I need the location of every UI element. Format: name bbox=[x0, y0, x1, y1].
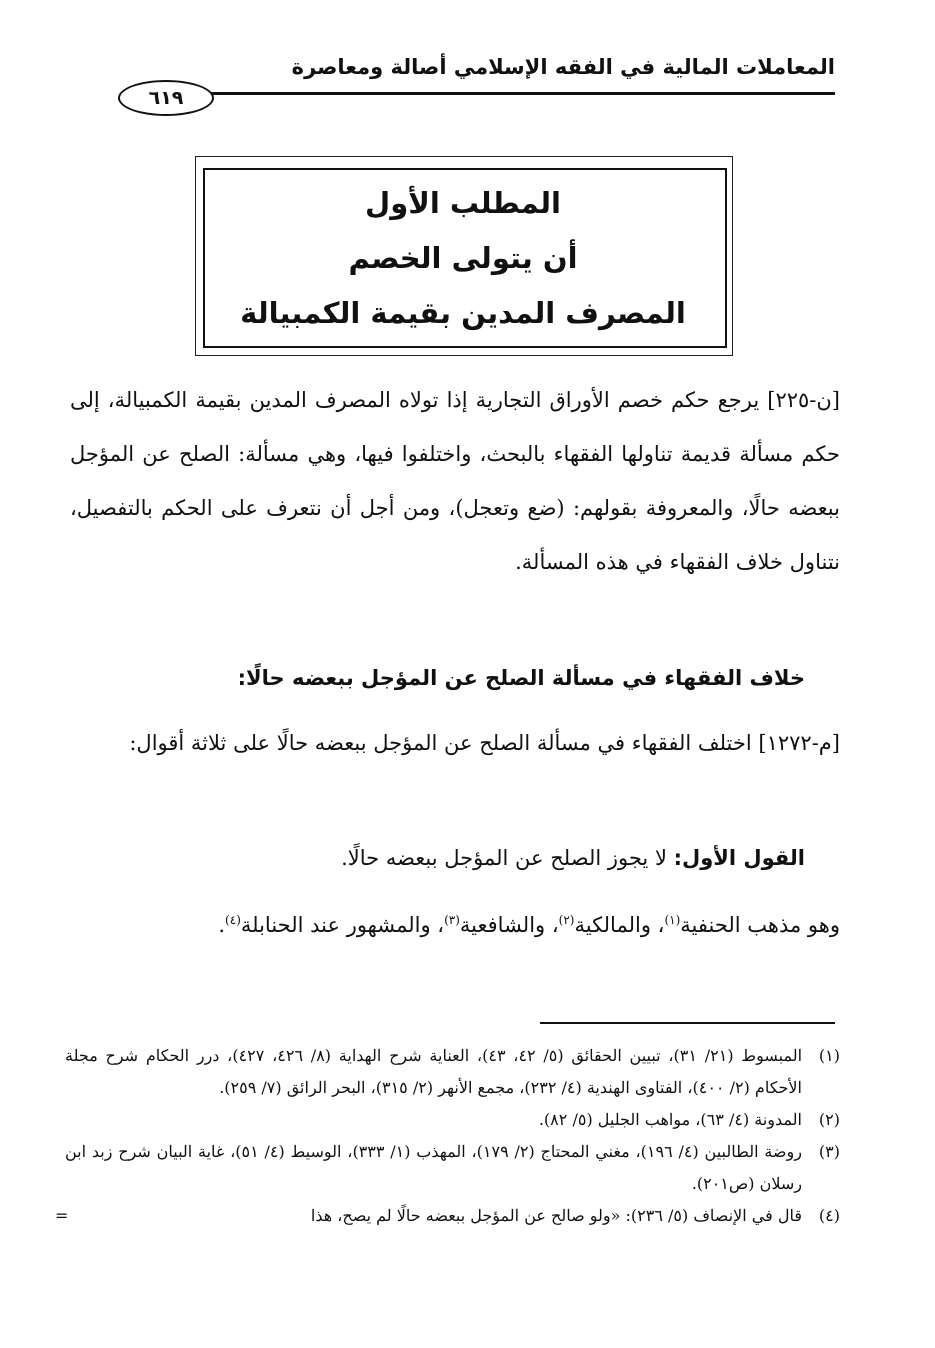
schools-text-1: وهو مذهب الحنفية bbox=[680, 913, 840, 937]
schools-text-3: ، والشافعية bbox=[459, 913, 559, 937]
footnote-2 bbox=[65, 1104, 840, 1136]
footnote-text: روضة الطالبين (٤/ ١٩٦)، مغني المحتاج (٢/ ١٧٩)، المهذب (١/ ٣٣٣)، الوسيط (٤/ ٥١)، غاية البيان شرح زبد ابن رسلان (ص٢٠١). bbox=[65, 1142, 802, 1193]
heading-line-1: المطلب الأول bbox=[365, 186, 561, 220]
footnote-number: (٢) bbox=[818, 1110, 840, 1129]
page-number: ٦١٩ bbox=[118, 80, 214, 116]
heading-line-2: أن يتولى الخصم bbox=[348, 241, 578, 275]
first-saying bbox=[105, 838, 805, 878]
footnote-ref-4[interactable]: (٤) bbox=[225, 913, 241, 927]
paragraph-intro: [ن-٢٢٥] يرجع حكم خصم الأوراق التجارية إذا تولاه المصرف المدين بقيمة الكمبيالة، إلى حكم مسألة قديمة تناولها الفقهاء بالبحث، واختلفوا فيها، وهي مسألة: الصلح عن المؤجل ببعضه حالًا، والمعروفة بقولهم: (ضع وتعجل)، ومن أجل أن نتعرف على الحكم بالتفصيل، نتناول خلاف الفقهاء في هذه المسألة. bbox=[70, 388, 840, 574]
schools-text-5: . bbox=[218, 913, 226, 937]
footnote-text: قال في الإنصاف (٥/ ٢٣٦): «ولو صالح عن المؤجل ببعضه حالًا لم يصح، هذا bbox=[310, 1206, 802, 1225]
continuation-mark: = bbox=[55, 1206, 69, 1225]
paragraph-opinions: [م-١٢٧٢] اختلف الفقهاء في مسألة الصلح عن المؤجل ببعضه حالًا على ثلاثة أقوال: bbox=[129, 731, 840, 755]
schools-text-2: ، والمالكية bbox=[574, 913, 665, 937]
footnote-number: (٤) bbox=[818, 1206, 840, 1225]
footnote-text: المبسوط (٢١/ ٣١)، تبيين الحقائق (٥/ ٤٢، ٤٣)، العناية شرح الهداية (٨/ ٤٢٦، ٤٢٧)، درر الحكام شرح مجلة الأحكام (٢/ ٤٠٠)، الفتاوى الهندية (٤/ ٢٣٢)، مجمع الأنهر (٢/ ٣١٥)، البحر الرائق (٧/ ٢٥٩). bbox=[65, 1046, 803, 1097]
footnote-1 bbox=[65, 1040, 840, 1104]
footnote-ref-3[interactable]: (٣) bbox=[444, 913, 460, 927]
running-title: المعاملات المالية في الفقه الإسلامي أصالة ومعاصرة bbox=[291, 55, 835, 79]
footnotes bbox=[55, 1040, 840, 1232]
section-heading bbox=[203, 176, 723, 341]
schools-text-4: ، والمشهور عند الحنابلة bbox=[240, 913, 445, 937]
first-saying-text: لا يجوز الصلح عن المؤجل ببعضه حالًا. bbox=[341, 846, 674, 870]
heading-line-3: المصرف المدين بقيمة الكمبيالة bbox=[240, 296, 686, 330]
subheading: خلاف الفقهاء في مسألة الصلح عن المؤجل ببعضه حالًا: bbox=[237, 666, 805, 690]
footnote-number: (٣) bbox=[818, 1142, 840, 1161]
footnote-number: (١) bbox=[818, 1046, 840, 1065]
paragraph-schools bbox=[70, 893, 840, 952]
footnote-ref-1[interactable]: (١) bbox=[664, 913, 681, 927]
footnote-4 bbox=[55, 1200, 840, 1232]
footnote-ref-2[interactable]: (٢) bbox=[558, 913, 575, 927]
footnote-text: المدونة (٤/ ٦٣)، مواهب الجليل (٥/ ٨٢). bbox=[538, 1110, 802, 1129]
header-rule bbox=[200, 92, 835, 95]
footnote-rule bbox=[540, 1022, 835, 1024]
footnote-3 bbox=[65, 1136, 840, 1200]
first-saying-label: القول الأول: bbox=[673, 846, 805, 870]
